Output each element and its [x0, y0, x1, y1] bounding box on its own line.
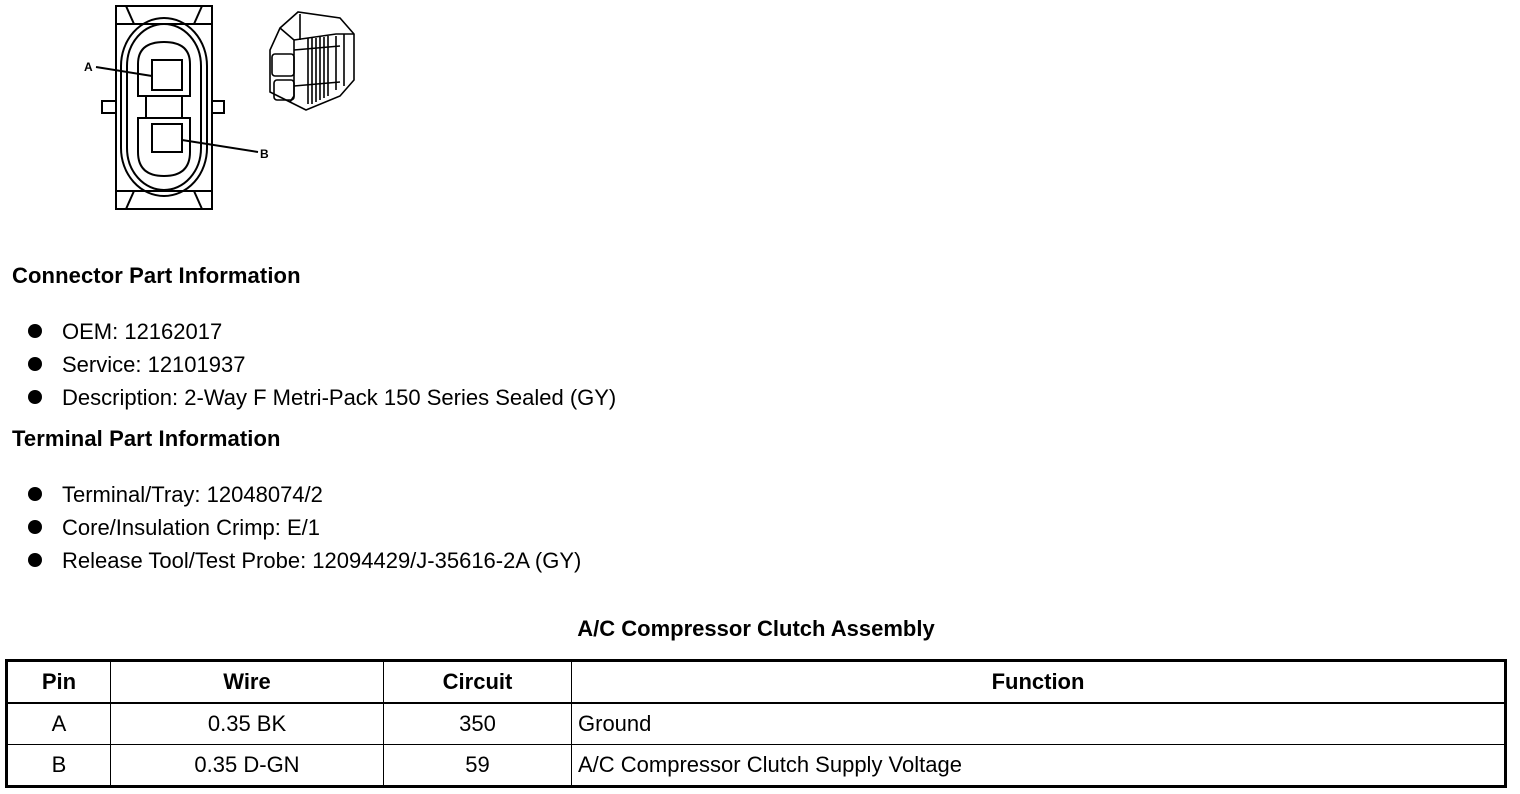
- cell-circuit: 59: [384, 745, 572, 787]
- header-circuit: Circuit: [384, 661, 572, 704]
- bullet-icon: [28, 553, 42, 567]
- list-item: Terminal/Tray: 12048074/2: [28, 478, 581, 511]
- cell-wire: 0.35 BK: [111, 703, 384, 745]
- cell-pin: B: [7, 745, 111, 787]
- cell-pin: A: [7, 703, 111, 745]
- pin-b-label: B: [260, 147, 269, 161]
- bullet-icon: [28, 487, 42, 501]
- terminal-part-heading: Terminal Part Information: [12, 426, 281, 451]
- list-item: Core/Insulation Crimp: E/1: [28, 511, 581, 544]
- list-item: Service: 12101937: [28, 348, 616, 381]
- bullet-icon: [28, 520, 42, 534]
- header-pin: Pin: [7, 661, 111, 704]
- header-function: Function: [572, 661, 1506, 704]
- connector-face-drawing: [96, 6, 258, 209]
- bullet-icon: [28, 357, 42, 371]
- pin-a-label: A: [84, 60, 93, 74]
- bullet-icon: [28, 390, 42, 404]
- table-title: A/C Compressor Clutch Assembly: [577, 616, 935, 641]
- header-wire: Wire: [111, 661, 384, 704]
- cell-function: Ground: [572, 703, 1506, 745]
- bullet-icon: [28, 324, 42, 338]
- cell-wire: 0.35 D-GN: [111, 745, 384, 787]
- cell-circuit: 350: [384, 703, 572, 745]
- table-row: [7, 745, 1506, 787]
- cell-function: A/C Compressor Clutch Supply Voltage: [572, 745, 1506, 787]
- connector-diagram: [0, 0, 380, 220]
- terminal-part-list: [28, 478, 581, 577]
- list-item: OEM: 12162017: [28, 315, 616, 348]
- pinout-table: [5, 659, 1507, 788]
- connector-part-heading: Connector Part Information: [12, 263, 301, 288]
- connector-iso-drawing: [270, 12, 354, 110]
- table-row: [7, 703, 1506, 745]
- list-item: Release Tool/Test Probe: 12094429/J-35616-2A (GY): [28, 544, 581, 577]
- list-item: Description: 2-Way F Metri-Pack 150 Series Sealed (GY): [28, 381, 616, 414]
- connector-part-list: [28, 315, 616, 414]
- table-header-row: [7, 661, 1506, 704]
